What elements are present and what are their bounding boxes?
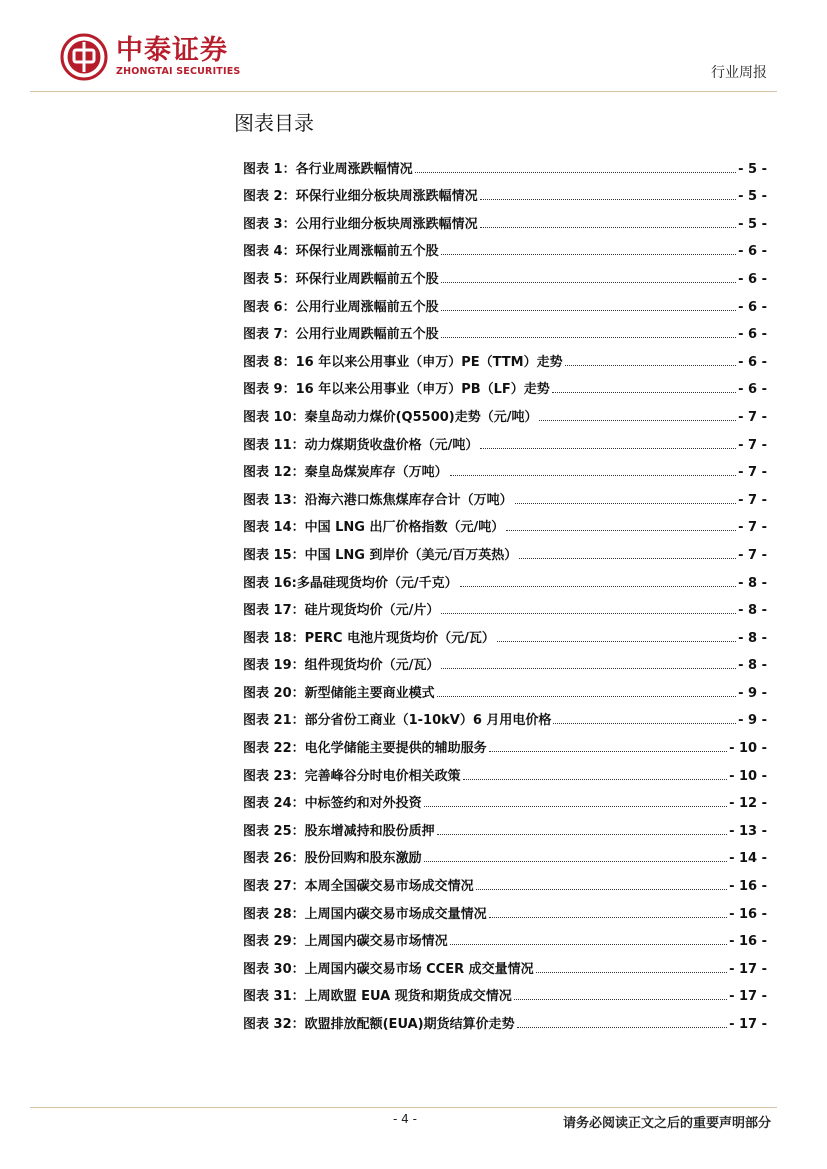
toc-entry-label: 图表 9：16 年以来公用事业（申万）PB（LF）走势: [243, 382, 550, 398]
toc-entry[interactable]: [243, 811, 767, 839]
toc-entry[interactable]: [243, 618, 767, 646]
toc-entry-label: 图表 17：硅片现货均价（元/片）: [243, 603, 440, 619]
toc-dot-leader: [515, 503, 736, 504]
toc-entry-label: 图表 14：中国 LNG 出厂价格指数（元/吨）: [243, 520, 505, 536]
brand-name-en: ZHONGTAI SECURITIES: [116, 66, 241, 77]
toc-entry-label: 图表 1：各行业周涨跌幅情况: [243, 161, 413, 177]
toc-entry-page: - 9 -: [738, 685, 767, 701]
brand-name-cn: 中泰证券: [116, 35, 228, 66]
toc-entry-page: - 17 -: [729, 989, 767, 1005]
toc-dot-leader: [497, 641, 736, 642]
figure-toc-list: [243, 149, 767, 1032]
toc-entry-page: - 16 -: [729, 906, 767, 922]
toc-dot-leader: [450, 944, 727, 945]
toc-dot-leader: [441, 668, 736, 669]
toc-entry[interactable]: [243, 563, 767, 591]
toc-entry-page: - 6 -: [738, 354, 767, 370]
toc-entry-label: 图表 13：沿海六港口炼焦煤库存合计（万吨）: [243, 492, 513, 508]
toc-entry-page: - 13 -: [729, 823, 767, 839]
toc-entry[interactable]: [243, 756, 767, 784]
toc-dot-leader: [480, 199, 737, 200]
toc-entry[interactable]: [243, 839, 767, 867]
toc-entry[interactable]: [243, 177, 767, 205]
toc-entry[interactable]: [243, 701, 767, 729]
toc-entry-label: 图表 20：新型储能主要商业模式: [243, 685, 435, 701]
toc-dot-leader: [437, 696, 736, 697]
toc-entry[interactable]: [243, 232, 767, 260]
toc-entry-label: 图表 4：环保行业周涨幅前五个股: [243, 244, 439, 260]
toc-dot-leader: [441, 310, 737, 311]
toc-entry-label: 图表 11：动力煤期货收盘价格（元/吨）: [243, 437, 479, 453]
toc-entry-page: - 7 -: [738, 437, 767, 453]
toc-entry[interactable]: [243, 949, 767, 977]
toc-entry-page: - 8 -: [738, 575, 767, 591]
toc-entry-label: 图表 28：上周国内碳交易市场成交量情况: [243, 906, 487, 922]
toc-entry[interactable]: [243, 149, 767, 177]
toc-entry-label: 图表 21：部分省份工商业（1-10kV）6 月用电价格: [243, 713, 552, 729]
toc-entry[interactable]: [243, 315, 767, 343]
toc-entry[interactable]: [243, 535, 767, 563]
zhongtai-logo-icon: [60, 33, 108, 81]
toc-entry[interactable]: [243, 370, 767, 398]
toc-entry[interactable]: [243, 453, 767, 481]
toc-entry-page: - 8 -: [738, 630, 767, 646]
toc-dot-leader: [480, 227, 737, 228]
toc-entry-label: 图表 10：秦皇岛动力煤价(Q5500)走势（元/吨）: [243, 409, 538, 425]
toc-dot-leader: [441, 254, 737, 255]
toc-dot-leader: [480, 448, 736, 449]
toc-entry-label: 图表 22：电化学储能主要提供的辅助服务: [243, 741, 487, 757]
toc-entry-page: - 17 -: [729, 961, 767, 977]
header-divider: [30, 91, 777, 92]
toc-entry-label: 图表 18：PERC 电池片现货均价（元/瓦）: [243, 630, 495, 646]
toc-dot-leader: [517, 1027, 727, 1028]
toc-entry-label: 图表 26：股份回购和股东激励: [243, 851, 422, 867]
toc-entry-label: 图表 6：公用行业周涨幅前五个股: [243, 299, 439, 315]
toc-entry[interactable]: [243, 866, 767, 894]
toc-entry-page: - 10 -: [729, 741, 767, 757]
toc-entry[interactable]: [243, 204, 767, 232]
toc-entry-label: 图表 15：中国 LNG 到岸价（美元/百万英热）: [243, 547, 518, 563]
toc-entry[interactable]: [243, 397, 767, 425]
toc-dot-leader: [424, 806, 727, 807]
toc-dot-leader: [441, 613, 736, 614]
toc-dot-leader: [489, 917, 727, 918]
toc-entry-label: 图表 8：16 年以来公用事业（申万）PE（TTM）走势: [243, 354, 563, 370]
toc-dot-leader: [553, 723, 736, 724]
toc-entry-page: - 7 -: [738, 492, 767, 508]
toc-entry-label: 图表 7：公用行业周跌幅前五个股: [243, 327, 439, 343]
toc-entry-label: 图表 29：上周国内碳交易市场情况: [243, 934, 448, 950]
toc-dot-leader: [437, 834, 727, 835]
toc-dot-leader: [463, 779, 727, 780]
toc-entry[interactable]: [243, 342, 767, 370]
toc-dot-leader: [424, 861, 727, 862]
toc-entry[interactable]: [243, 922, 767, 950]
toc-entry-page: - 16 -: [729, 934, 767, 950]
toc-entry-page: - 5 -: [738, 216, 767, 232]
toc-entry-label: 图表 3：公用行业细分板块周涨跌幅情况: [243, 216, 478, 232]
toc-entry-label: 图表 25：股东增减持和股份质押: [243, 823, 435, 839]
toc-entry-page: - 7 -: [738, 409, 767, 425]
toc-dot-leader: [450, 475, 736, 476]
toc-entry-page: - 8 -: [738, 658, 767, 674]
toc-entry-page: - 7 -: [738, 520, 767, 536]
toc-entry-page: - 9 -: [738, 713, 767, 729]
toc-entry-page: - 7 -: [738, 547, 767, 563]
report-type: 行业周报: [711, 65, 767, 81]
toc-dot-leader: [489, 751, 727, 752]
toc-entry[interactable]: [243, 977, 767, 1005]
toc-entry-page: - 16 -: [729, 879, 767, 895]
toc-entry-page: - 6 -: [738, 327, 767, 343]
toc-dot-leader: [514, 999, 727, 1000]
toc-entry[interactable]: [243, 1004, 767, 1032]
toc-dot-leader: [506, 530, 736, 531]
toc-dot-leader: [441, 337, 737, 338]
toc-entry-label: 图表 2：环保行业细分板块周涨跌幅情况: [243, 189, 478, 205]
toc-entry-label: 图表 16:多晶硅现货均价（元/千克）: [243, 575, 458, 591]
toc-dot-leader: [539, 420, 736, 421]
toc-entry-page: - 7 -: [738, 465, 767, 481]
toc-entry-page: - 17 -: [729, 1017, 767, 1032]
toc-entry-page: - 5 -: [738, 161, 767, 177]
toc-dot-leader: [460, 586, 737, 587]
toc-entry-label: 图表 23：完善峰谷分时电价相关政策: [243, 768, 461, 784]
toc-entry[interactable]: [243, 784, 767, 812]
toc-entry-page: - 12 -: [729, 796, 767, 812]
toc-dot-leader: [441, 282, 737, 283]
brand-logo: [60, 33, 240, 81]
toc-entry[interactable]: [243, 591, 767, 619]
toc-entry[interactable]: [243, 646, 767, 674]
toc-entry-page: - 6 -: [738, 382, 767, 398]
toc-entry-label: 图表 12：秦皇岛煤炭库存（万吨）: [243, 465, 448, 481]
footer-divider: [30, 1107, 777, 1108]
toc-dot-leader: [536, 972, 727, 973]
toc-entry[interactable]: [243, 508, 767, 536]
toc-entry[interactable]: [243, 287, 767, 315]
toc-entry-page: - 6 -: [738, 244, 767, 260]
toc-entry-label: 图表 24：中标签约和对外投资: [243, 796, 422, 812]
page-number: - 4 -: [393, 1112, 417, 1126]
toc-entry-label: 图表 30：上周国内碳交易市场 CCER 成交量情况: [243, 961, 534, 977]
disclaimer-text: 请务必阅读正文之后的重要声明部分: [562, 1116, 771, 1131]
toc-dot-leader: [415, 172, 737, 173]
toc-entry-label: 图表 5：环保行业周跌幅前五个股: [243, 271, 439, 287]
toc-entry-page: - 14 -: [729, 851, 767, 867]
toc-entry[interactable]: [243, 894, 767, 922]
toc-dot-leader: [552, 392, 736, 393]
toc-entry[interactable]: [243, 728, 767, 756]
toc-entry-label: 图表 32：欧盟排放配额(EUA)期货结算价走势: [243, 1017, 515, 1032]
toc-entry-page: - 10 -: [729, 768, 767, 784]
toc-dot-leader: [519, 558, 736, 559]
toc-dot-leader: [476, 889, 727, 890]
toc-dot-leader: [565, 365, 737, 366]
toc-entry-page: - 5 -: [738, 189, 767, 205]
toc-entry[interactable]: [243, 259, 767, 287]
toc-entry[interactable]: [243, 480, 767, 508]
toc-entry-label: 图表 31：上周欧盟 EUA 现货和期货成交情况: [243, 989, 512, 1005]
toc-entry-page: - 6 -: [738, 299, 767, 315]
toc-entry-label: 图表 19：组件现货均价（元/瓦）: [243, 658, 440, 674]
toc-entry[interactable]: [243, 425, 767, 453]
toc-entry-page: - 6 -: [738, 271, 767, 287]
toc-entry-page: - 8 -: [738, 603, 767, 619]
toc-entry[interactable]: [243, 673, 767, 701]
toc-title: 图表目录: [234, 111, 314, 135]
toc-entry-label: 图表 27：本周全国碳交易市场成交情况: [243, 879, 474, 895]
